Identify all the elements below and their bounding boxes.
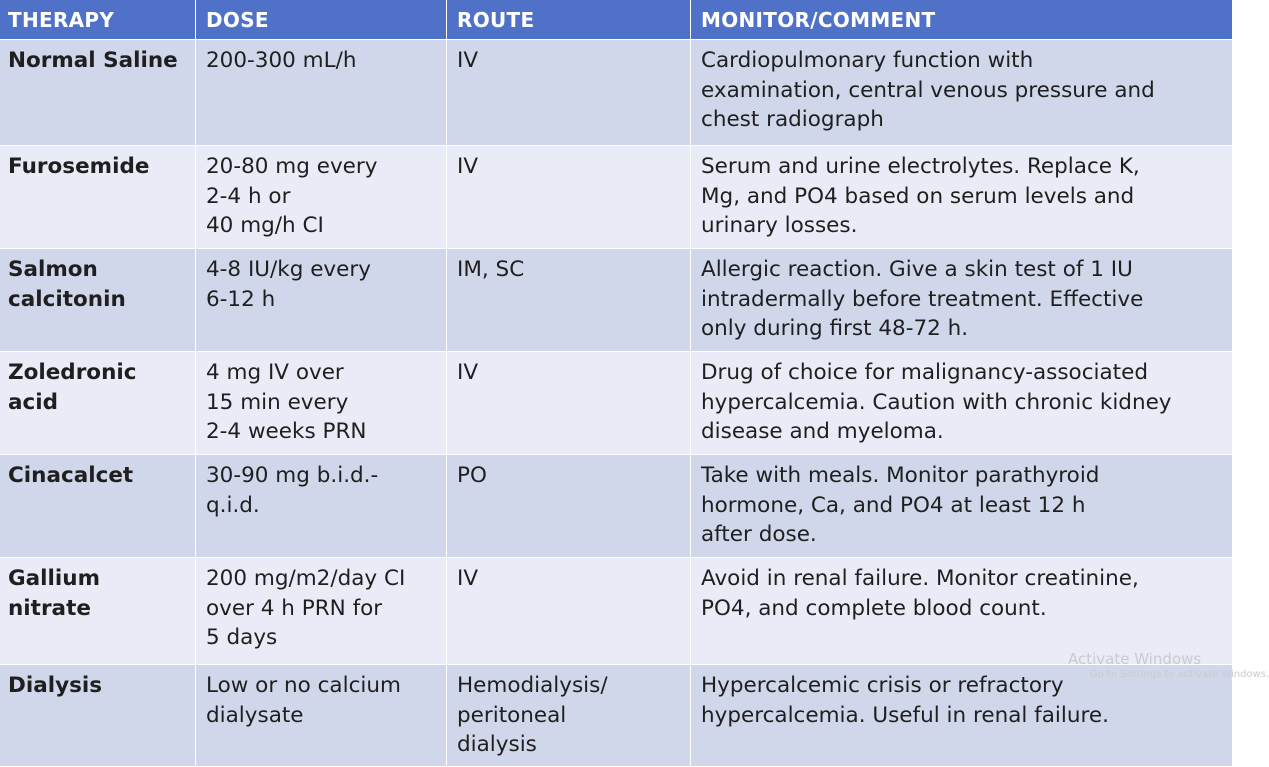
route-cell: PO — [447, 455, 691, 558]
therapy-cell: Zoledronic acid — [0, 352, 196, 455]
dose-cell: 200-300 mL/h — [196, 40, 447, 146]
route-cell: IM, SC — [447, 249, 691, 352]
therapy-cell: Normal Saline — [0, 40, 196, 146]
header-monitor-comment: MONITOR/COMMENT — [691, 0, 1233, 40]
header-route: ROUTE — [447, 0, 691, 40]
therapy-cell: Gallium nitrate — [0, 558, 196, 665]
watermark-title: Activate Windows — [1068, 650, 1202, 668]
dose-cell: 4 mg IV over 15 min every 2-4 weeks PRN — [196, 352, 447, 455]
route-cell: IV — [447, 558, 691, 665]
dose-cell: 4-8 IU/kg every 6-12 h — [196, 249, 447, 352]
comment-cell: Take with meals. Monitor parathyroid hormone, Ca, and PO4 at least 12 h after dose. — [691, 455, 1233, 558]
comment-cell: Serum and urine electrolytes. Replace K, Mg, and PO4 based on serum levels and urinary losses. — [691, 146, 1233, 249]
route-cell: IV — [447, 352, 691, 455]
comment-cell: Cardiopulmonary function with examination, central venous pressure and chest radiograph — [691, 40, 1233, 146]
activate-windows-watermark — [1068, 650, 1269, 682]
therapy-cell: Furosemide — [0, 146, 196, 249]
comment-cell: Hypercalcemic crisis or refractory hypercalcemia. Useful in renal failure. — [691, 665, 1233, 767]
route-cell: Hemodialysis/ peritoneal dialysis — [447, 665, 691, 767]
dose-cell: 200 mg/m2/day CI over 4 h PRN for 5 days — [196, 558, 447, 665]
route-cell: IV — [447, 146, 691, 249]
comment-cell: Avoid in renal failure. Monitor creatinine, PO4, and complete blood count. — [691, 558, 1233, 665]
therapy-cell: Dialysis — [0, 665, 196, 767]
dose-cell: 20-80 mg every 2-4 h or 40 mg/h CI — [196, 146, 447, 249]
therapy-cell: Salmon calcitonin — [0, 249, 196, 352]
therapy-cell: Cinacalcet — [0, 455, 196, 558]
header-therapy: THERAPY — [0, 0, 196, 40]
route-cell: IV — [447, 40, 691, 146]
dose-cell: 30-90 mg b.i.d.- q.i.d. — [196, 455, 447, 558]
watermark-subtitle: Go to Settings to activate Windows. — [1090, 669, 1269, 680]
dose-cell: Low or no calcium dialysate — [196, 665, 447, 767]
comment-cell: Allergic reaction. Give a skin test of 1 IU intradermally before treatment. Effective only during first 48-72 h. — [691, 249, 1233, 352]
comment-cell: Drug of choice for malignancy-associated hypercalcemia. Caution with chronic kidney disease and myeloma. — [691, 352, 1233, 455]
header-dose: DOSE — [196, 0, 447, 40]
